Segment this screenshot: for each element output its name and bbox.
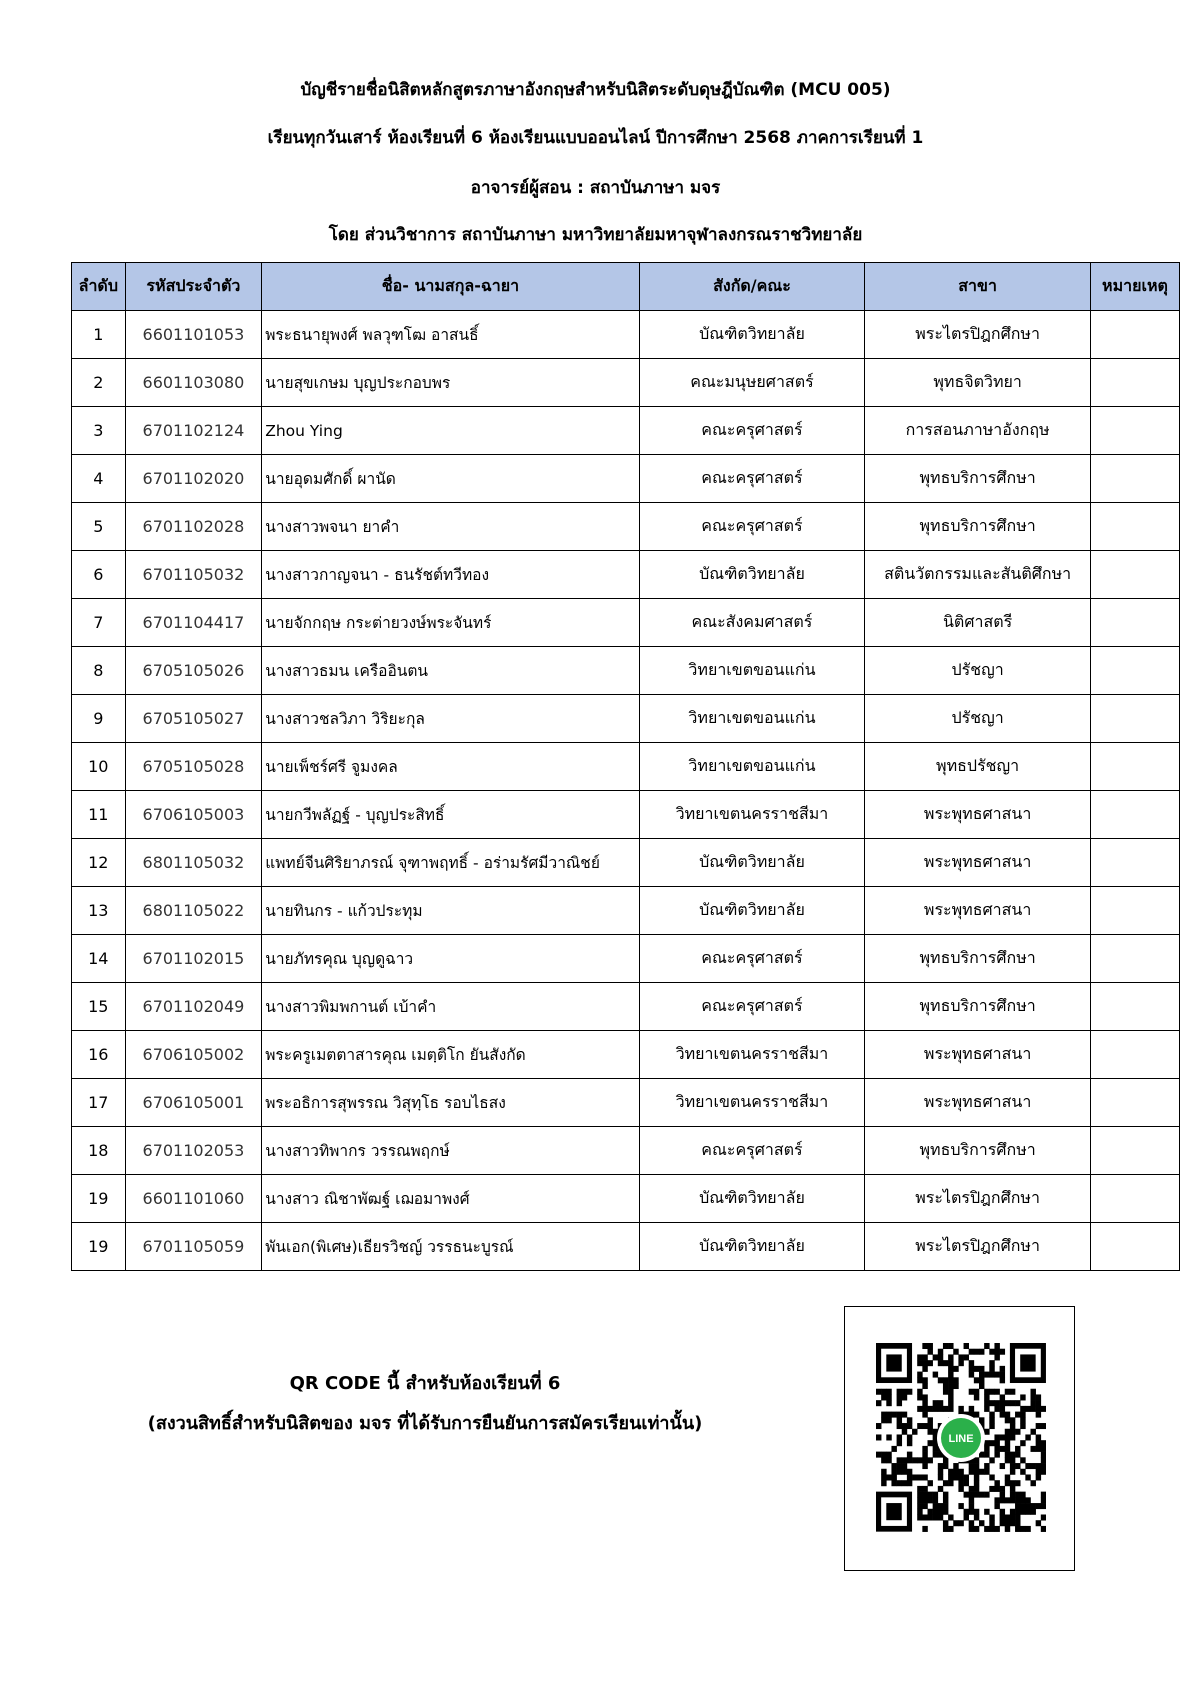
class-schedule-line: เรียนทุกวันเสาร์ ห้องเรียนที่ 6 ห้องเรียนแบบออนไลน์ ปีการศึกษา 2568 ภาคการเรียนที่ 1: [267, 128, 924, 148]
cell-name: นางสาวทิพากร วรรณพฤกษ์: [262, 1127, 639, 1175]
table-row: [72, 1031, 1180, 1079]
cell-major: นิติศาสตรี: [865, 599, 1091, 647]
cell-student-id: 6705105028: [125, 743, 262, 791]
cell-student-id: 6701104417: [125, 599, 262, 647]
cell-major: พระพุทธศาสนา: [865, 1031, 1091, 1079]
table-row: [72, 791, 1180, 839]
cell-remarks: [1090, 359, 1179, 407]
line-qr-code[interactable]: [876, 1343, 1046, 1533]
cell-faculty: คณะครุศาสตร์: [639, 407, 865, 455]
cell-student-id: 6701102015: [125, 935, 262, 983]
table-row: [72, 359, 1180, 407]
cell-remarks: [1090, 311, 1179, 359]
cell-major: พระพุทธศาสนา: [865, 791, 1091, 839]
cell-remarks: [1090, 743, 1179, 791]
cell-name: นายจักกฤษ กระต่ายวงษ์พระจันทร์: [262, 599, 639, 647]
table-row: [72, 1175, 1180, 1223]
cell-order: 4: [72, 455, 126, 503]
cell-remarks: [1090, 1079, 1179, 1127]
cell-student-id: 6705105027: [125, 695, 262, 743]
cell-major: พุทธบริการศึกษา: [865, 503, 1091, 551]
cell-faculty: คณะครุศาสตร์: [639, 935, 865, 983]
cell-name: นางสาวกาญจนา - ธนรัชต์ทวีทอง: [262, 551, 639, 599]
cell-name: นางสาวพิมพกานต์ เบ้าคำ: [262, 983, 639, 1031]
cell-major: การสอนภาษาอังกฤษ: [865, 407, 1091, 455]
cell-order: 10: [72, 743, 126, 791]
column-header-faculty: สังกัด/คณะ: [639, 263, 865, 311]
table-row: [72, 983, 1180, 1031]
cell-student-id: 6701102124: [125, 407, 262, 455]
cell-order: 18: [72, 1127, 126, 1175]
cell-remarks: [1090, 839, 1179, 887]
cell-student-id: 6705105026: [125, 647, 262, 695]
cell-student-id: 6701102020: [125, 455, 262, 503]
cell-name: นายกวีพลัฏฐ์ - บุญประสิทธิ์: [262, 791, 639, 839]
cell-faculty: วิทยาเขตนครราชสีมา: [639, 791, 865, 839]
cell-remarks: [1090, 791, 1179, 839]
cell-faculty: บัณฑิตวิทยาลัย: [639, 1223, 865, 1271]
cell-student-id: 6701102049: [125, 983, 262, 1031]
column-header-order: ลำดับ: [72, 263, 126, 311]
cell-major: พุทธจิตวิทยา: [865, 359, 1091, 407]
cell-major: พุทธปรัชญา: [865, 743, 1091, 791]
cell-remarks: [1090, 551, 1179, 599]
cell-faculty: บัณฑิตวิทยาลัย: [639, 1175, 865, 1223]
cell-name: พันเอก(พิเศษ)เธียรวิชญ์ วรรธนะบูรณ์: [262, 1223, 639, 1271]
cell-major: พระไตรปิฎกศึกษา: [865, 1175, 1091, 1223]
qr-caption-note: (สงวนสิทธิ์สำหรับนิสิตของ มจร ที่ได้รับการยืนยันการสมัครเรียนเท่านั้น): [147, 1413, 703, 1434]
cell-major: พุทธบริการศึกษา: [865, 935, 1091, 983]
cell-order: 17: [72, 1079, 126, 1127]
column-header-major: สาขา: [865, 263, 1091, 311]
cell-remarks: [1090, 1127, 1179, 1175]
cell-remarks: [1090, 599, 1179, 647]
cell-faculty: บัณฑิตวิทยาลัย: [639, 887, 865, 935]
cell-faculty: บัณฑิตวิทยาลัย: [639, 551, 865, 599]
cell-order: 3: [72, 407, 126, 455]
cell-student-id: 6601103080: [125, 359, 262, 407]
organizer-line: โดย ส่วนวิชาการ สถาบันภาษา มหาวิทยาลัยมหาจุฬาลงกรณราชวิทยาลัย: [328, 225, 863, 245]
cell-name: พระธนายุพงศ์ พลวุฑโฒ อาสนธิ์: [262, 311, 639, 359]
cell-major: สตินวัตกรรมและสันติศึกษา: [865, 551, 1091, 599]
cell-name: พระอธิการสุพรรณ วิสุทฺโธ รอบไธสง: [262, 1079, 639, 1127]
cell-order: 6: [72, 551, 126, 599]
cell-major: พระพุทธศาสนา: [865, 839, 1091, 887]
cell-student-id: 6701102028: [125, 503, 262, 551]
table-row: [72, 935, 1180, 983]
cell-name: นายอุดมศักดิ์ ผานัด: [262, 455, 639, 503]
cell-faculty: บัณฑิตวิทยาลัย: [639, 839, 865, 887]
qr-caption-title: QR CODE นี้ สำหรับห้องเรียนที่ 6: [289, 1373, 561, 1394]
cell-student-id: 6801105032: [125, 839, 262, 887]
cell-order: 19: [72, 1175, 126, 1223]
cell-major: พุทธบริการศึกษา: [865, 455, 1091, 503]
cell-remarks: [1090, 1175, 1179, 1223]
column-header-remarks: หมายเหตุ: [1090, 263, 1179, 311]
cell-faculty: คณะสังคมศาสตร์: [639, 599, 865, 647]
cell-faculty: คณะมนุษยศาสตร์: [639, 359, 865, 407]
cell-faculty: วิทยาเขตขอนแก่น: [639, 695, 865, 743]
document-title: บัญชีรายชื่อนิสิตหลักสูตรภาษาอังกฤษสำหรับนิสิตระดับดุษฎีบัณฑิต (MCU 005): [300, 80, 891, 100]
cell-faculty: วิทยาเขตนครราชสีมา: [639, 1031, 865, 1079]
table-header-row: [72, 263, 1180, 311]
cell-faculty: คณะครุศาสตร์: [639, 455, 865, 503]
cell-major: ปรัชญา: [865, 647, 1091, 695]
cell-major: พระพุทธศาสนา: [865, 1079, 1091, 1127]
table-row: [72, 1223, 1180, 1271]
qr-code-frame: [844, 1306, 1075, 1571]
cell-order: 12: [72, 839, 126, 887]
cell-faculty: วิทยาเขตขอนแก่น: [639, 743, 865, 791]
table-row: [72, 839, 1180, 887]
cell-name: นายทินกร - แก้วประทุม: [262, 887, 639, 935]
cell-major: ปรัชญา: [865, 695, 1091, 743]
cell-order: 9: [72, 695, 126, 743]
line-logo-text: LINE: [948, 1433, 974, 1445]
cell-remarks: [1090, 935, 1179, 983]
cell-faculty: คณะครุศาสตร์: [639, 983, 865, 1031]
cell-student-id: 6701105059: [125, 1223, 262, 1271]
cell-remarks: [1090, 1223, 1179, 1271]
cell-name: นางสาวพจนา ยาคำ: [262, 503, 639, 551]
table-row: [72, 455, 1180, 503]
cell-faculty: คณะครุศาสตร์: [639, 503, 865, 551]
cell-student-id: 6701105032: [125, 551, 262, 599]
cell-remarks: [1090, 983, 1179, 1031]
table-row: [72, 1127, 1180, 1175]
cell-student-id: 6706105003: [125, 791, 262, 839]
cell-order: 15: [72, 983, 126, 1031]
cell-order: 16: [72, 1031, 126, 1079]
cell-student-id: 6701102053: [125, 1127, 262, 1175]
cell-student-id: 6601101060: [125, 1175, 262, 1223]
cell-order: 1: [72, 311, 126, 359]
cell-major: พุทธบริการศึกษา: [865, 983, 1091, 1031]
cell-remarks: [1090, 887, 1179, 935]
cell-remarks: [1090, 455, 1179, 503]
table-row: [72, 647, 1180, 695]
cell-name: นายเพ็ชร์ศรี จูมงคล: [262, 743, 639, 791]
student-roster-table: [71, 262, 1180, 1271]
cell-student-id: 6706105002: [125, 1031, 262, 1079]
table-row: [72, 407, 1180, 455]
cell-remarks: [1090, 503, 1179, 551]
cell-student-id: 6801105022: [125, 887, 262, 935]
cell-order: 8: [72, 647, 126, 695]
cell-order: 14: [72, 935, 126, 983]
cell-remarks: [1090, 647, 1179, 695]
cell-major: พระไตรปิฎกศึกษา: [865, 1223, 1091, 1271]
table-row: [72, 1079, 1180, 1127]
table-row: [72, 743, 1180, 791]
cell-order: 2: [72, 359, 126, 407]
table-row: [72, 551, 1180, 599]
cell-name: นายภัทรคุณ บุญดูฉาว: [262, 935, 639, 983]
cell-faculty: วิทยาเขตขอนแก่น: [639, 647, 865, 695]
cell-order: 19: [72, 1223, 126, 1271]
cell-remarks: [1090, 1031, 1179, 1079]
cell-name: นางสาวชลวิภา วิริยะกุล: [262, 695, 639, 743]
table-row: [72, 503, 1180, 551]
cell-order: 13: [72, 887, 126, 935]
cell-faculty: บัณฑิตวิทยาลัย: [639, 311, 865, 359]
table-row: [72, 599, 1180, 647]
column-header-name: ชื่อ- นามสกุล-ฉายา: [262, 263, 639, 311]
cell-order: 11: [72, 791, 126, 839]
cell-name: แพทย์จีนศิริยาภรณ์ จุฑาพฤทธิ์ - อร่ามรัศมีวาณิชย์: [262, 839, 639, 887]
cell-major: พุทธบริการศึกษา: [865, 1127, 1091, 1175]
cell-remarks: [1090, 695, 1179, 743]
instructor-line: อาจารย์ผู้สอน : สถาบันภาษา มจร: [470, 178, 721, 198]
cell-name: Zhou Ying: [262, 407, 639, 455]
cell-major: พระไตรปิฎกศึกษา: [865, 311, 1091, 359]
cell-student-id: 6706105001: [125, 1079, 262, 1127]
cell-major: พระพุทธศาสนา: [865, 887, 1091, 935]
cell-name: นายสุขเกษม บุญประกอบพร: [262, 359, 639, 407]
cell-student-id: 6601101053: [125, 311, 262, 359]
cell-name: พระครูเมตตาสารคุณ เมตฺติโก ยันสังกัด: [262, 1031, 639, 1079]
cell-faculty: วิทยาเขตนครราชสีมา: [639, 1079, 865, 1127]
cell-faculty: คณะครุศาสตร์: [639, 1127, 865, 1175]
table-row: [72, 311, 1180, 359]
cell-remarks: [1090, 407, 1179, 455]
column-header-student-id: รหัสประจำตัว: [125, 263, 262, 311]
table-row: [72, 695, 1180, 743]
table-row: [72, 887, 1180, 935]
cell-name: นางสาวธมน เครืออินตน: [262, 647, 639, 695]
cell-order: 5: [72, 503, 126, 551]
cell-name: นางสาว ณิชาพัฒฐ์ เฌอมาพงศ์: [262, 1175, 639, 1223]
cell-order: 7: [72, 599, 126, 647]
